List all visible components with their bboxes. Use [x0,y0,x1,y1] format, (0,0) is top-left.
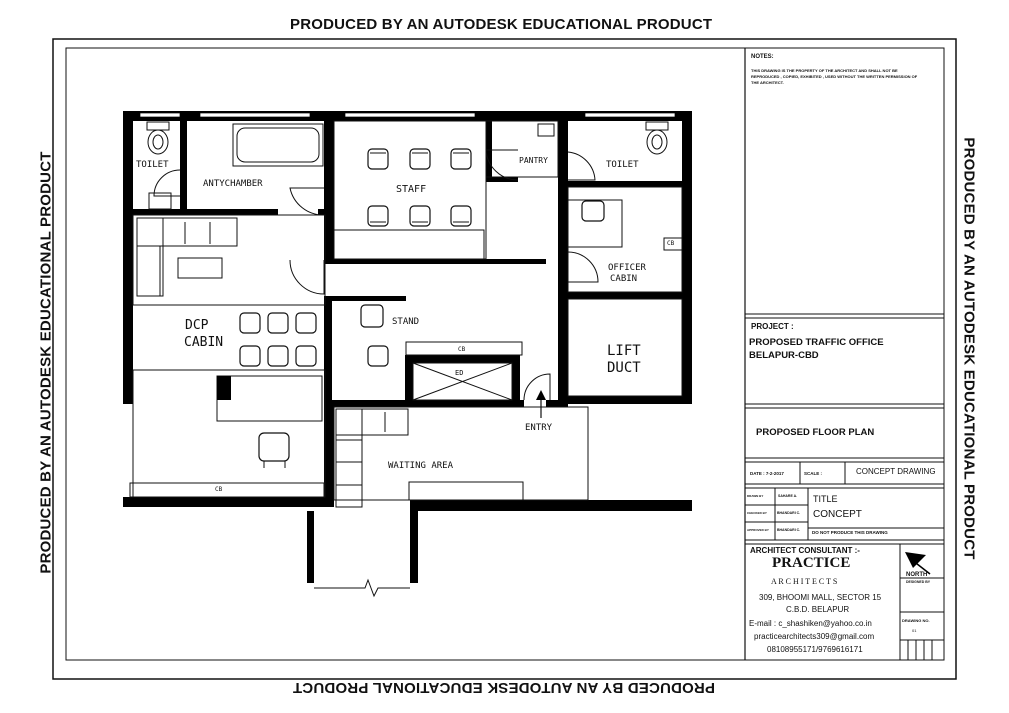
label-entry: ENTRY [525,423,553,433]
approved-by-name: BHANDARI C. [777,528,801,532]
north-sub-label: DESIGNED BY [906,580,931,584]
project-name: PROPOSED TRAFFIC OFFICE [749,337,884,348]
address-line-1: 309, BHOOMI MALL, SECTOR 15 [759,593,882,602]
sofa-dcp [137,218,237,296]
email-line-1[interactable]: E-mail : c_shashiken@yahoo.co.in [749,619,872,628]
concept-drawing: CONCEPT DRAWING [856,467,936,476]
thin-partitions [130,121,682,500]
firm-name: PRACTICE [772,555,851,571]
firm-subtitle: A R C H I T E C T S [771,577,838,586]
break-line [314,580,410,596]
drawing-date: DATE : 7-2-2017 [750,471,784,476]
drawn-by-label: DRAWN BY [747,494,764,498]
title-label: TITLE [813,494,838,504]
label-staff: STAFF [396,184,427,195]
notes-body: THIS DRAWING IS THE PROPERTY OF THE ARCHITECT AND SHALL NOT BE REPRODUCED , COPIED, EXHIBITED , USED WITHOUT THE WRITTEN PERMISSION OF THE ARCHITECT. [751,68,918,85]
drawing-no-label: DRAWING NO. [902,618,930,623]
label-antychamber: ANTYCHAMBER [203,179,263,189]
label-lift: LIFT [607,343,641,359]
drawing-scale: SCALE : [804,471,822,476]
do-not-produce: DO NOT PRODUCE THIS DRAWING [812,530,888,535]
label-officer: OFFICER [608,263,646,273]
label-dcp-cabin: CABIN [184,335,224,350]
email-line-2[interactable]: practicearchitects309@gmail.com [754,632,875,641]
drawing-no-value: 01 [912,628,917,633]
watermark-right: PRODUCED BY AN AUTODESK EDUCATIONAL PRODUCT [960,137,978,560]
entry-arrow [536,390,546,418]
label-cb-stand: CB [458,346,466,353]
label-toilet-right: TOILET [606,160,639,170]
notes-heading: NOTES: [751,54,774,60]
label-officer-cabin: CABIN [610,274,638,284]
desk-column [217,376,231,400]
windows [140,113,675,117]
project-location: BELAPUR-CBD [749,350,819,361]
label-stand: STAND [392,317,420,327]
label-toilet-left: TOILET [136,160,169,170]
address-line-2: C.B.D. BELAPUR [786,605,850,614]
label-cb-officer: CB [667,240,675,247]
checked-by-label: CHECKED BY [747,511,767,515]
sofa-waiting [336,409,408,507]
label-cb-bottom: CB [215,486,223,493]
label-dcp: DCP [185,318,209,333]
label-waiting-area: WAITING AREA [388,461,454,471]
bathtub [233,124,323,166]
watermark-top: PRODUCED BY AN AUTODESK EDUCATIONAL PRODUCT [290,16,713,33]
phone-numbers: 08108955171/9769616171 [767,645,863,654]
title-value: CONCEPT [813,509,862,520]
north-label: NORTH [906,572,928,578]
watermark-bottom: PRODUCED BY AN AUTODESK EDUCATIONAL PRODUCT [292,679,715,696]
label-ed: ED [455,369,464,377]
checked-by-name: BHANDARI C. [777,511,801,515]
consultant-label: ARCHITECT CONSULTANT :- [750,546,860,555]
north-arrow-icon [905,552,930,574]
project-label: PROJECT : [751,322,794,331]
label-lift-duct: DUCT [607,360,641,376]
label-pantry: PANTRY [519,156,548,165]
drawing-title: PROPOSED FLOOR PLAN [756,427,875,438]
drawn-by-name: SAHARE A. [778,494,798,498]
watermark-left: PRODUCED BY AN AUTODESK EDUCATIONAL PRODUCT [37,151,55,574]
approved-by-label: APPROVED BY [747,528,769,532]
